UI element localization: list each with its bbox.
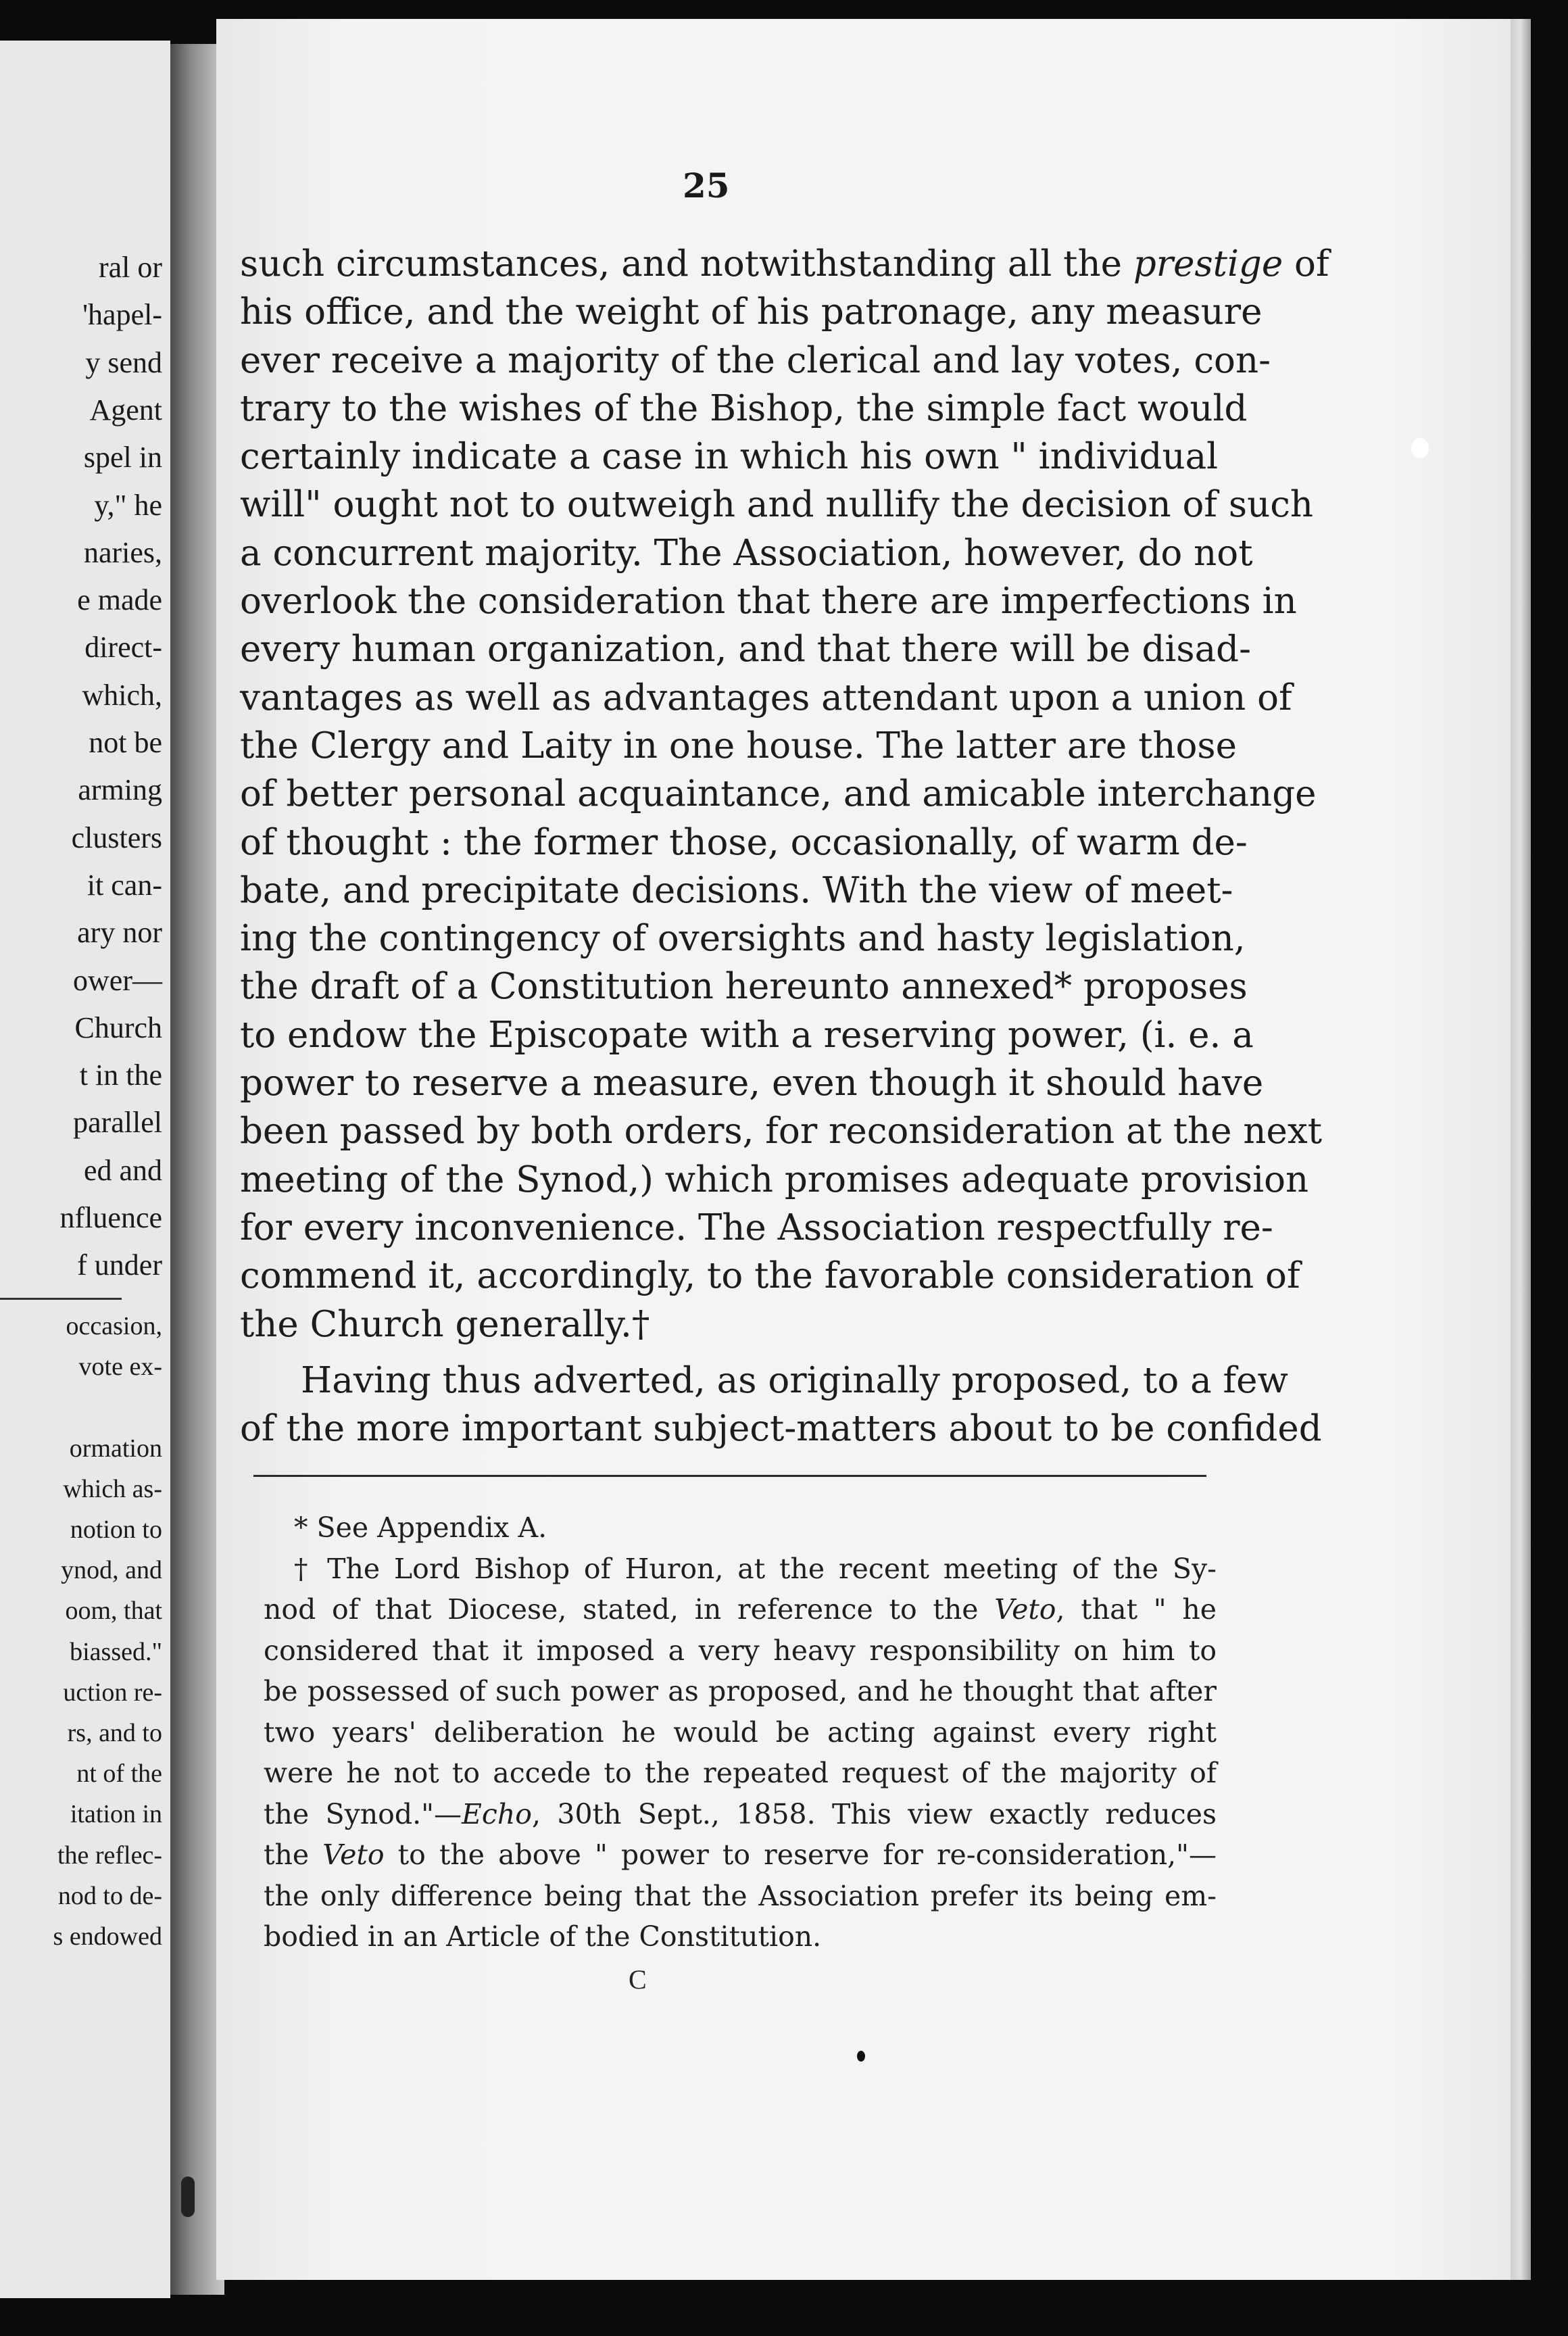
signature-mark: C: [629, 1964, 647, 1995]
page-edge: [1511, 19, 1531, 2280]
facing-page-line: clusters: [71, 821, 162, 854]
facing-page-line: e made: [77, 583, 162, 617]
facing-page-line: arming: [78, 773, 162, 807]
text-line: the Clergy and Laity in one house. The latter are those: [240, 725, 1237, 766]
facing-page-line: t in the: [79, 1058, 162, 1092]
facing-page-line: nfluence: [59, 1201, 162, 1234]
facing-page-footnote-line: ynod, and: [61, 1556, 162, 1585]
facing-page-line: y send: [85, 345, 162, 379]
facing-page-footnote-line: nt of the: [76, 1759, 162, 1788]
facing-page-footnote-line: ormation: [69, 1434, 162, 1463]
text-line: ever receive a majority of the clerical and lay votes, con-: [240, 339, 1271, 381]
text-line: of thought : the former those, occasionally, of warm de-: [240, 821, 1248, 863]
footnote-line: the Synod."—Echo, 30th Sept., 1858. This view exactly reduces: [264, 1797, 1217, 1830]
text-line: power to reserve a measure, even though it should have: [240, 1063, 1264, 1104]
ink-spot: [857, 2051, 865, 2062]
text-line: trary to the wishes of the Bishop, the simple fact would: [240, 387, 1248, 429]
text-line: every human organization, and that there will be disad-: [240, 629, 1252, 671]
text-line: overlook the consideration that there are imperfections in: [240, 581, 1297, 623]
text-line: ing the contingency of oversights and hasty legislation,: [240, 918, 1246, 960]
page-number: 25: [683, 166, 730, 205]
facing-page-line: naries,: [83, 535, 162, 569]
facing-page-footnote-line: which as-: [63, 1474, 162, 1503]
footnote-rule: [253, 1475, 1206, 1477]
text-line: his office, and the weight of his patronage, any measure: [240, 291, 1263, 333]
facing-page-line: ed and: [83, 1153, 162, 1187]
footnote-line: nod of that Diocese, stated, in reference to the Veto, that " he: [264, 1593, 1217, 1626]
footnote-line: be possessed of such power as proposed, and he thought that after: [264, 1675, 1217, 1707]
text-line: bate, and precipitate decisions. With the view of meet-: [240, 869, 1233, 911]
text-line: of better personal acquaintance, and amicable interchange: [240, 773, 1317, 815]
footnotes: [264, 1507, 1217, 1957]
facing-page-line: which,: [82, 678, 162, 712]
text-line: been passed by both orders, for reconsideration at the next: [240, 1111, 1323, 1152]
footnote-line: were he not to accede to the repeated request of the majority of: [264, 1757, 1217, 1789]
facing-page-footnote-line: occasion,: [66, 1312, 162, 1340]
text-line: commend it, accordingly, to the favorable consideration of: [240, 1255, 1300, 1297]
facing-page-footnote-line: nod to de-: [57, 1881, 162, 1910]
text-line: certainly indicate a case in which his own " individual: [240, 436, 1219, 478]
paragraph-start-line: Having thus adverted, as originally proposed, to a few: [301, 1359, 1288, 1401]
facing-page-line: spel in: [83, 441, 162, 474]
facing-page-line: it can-: [87, 868, 162, 902]
text-line: will" ought not to outweigh and nullify the decision of such: [240, 484, 1314, 526]
facing-page-footnote-rule: [0, 1298, 122, 1300]
text-line: a concurrent majority. The Association, however, do not: [240, 532, 1253, 574]
paragraph-end-line: the Church generally.†: [240, 1303, 650, 1345]
facing-page-line: y," he: [94, 488, 162, 522]
facing-page-line: ower—: [73, 963, 162, 997]
text-line: of the more important subject-matters about to be confided: [240, 1408, 1322, 1450]
facing-page-line: Church: [74, 1011, 162, 1044]
text-line: such circumstances, and notwithstanding all the prestige of: [240, 243, 1329, 285]
footnote-line: the only difference being that the Association prefer its being em-: [264, 1879, 1217, 1912]
footnote-appendix: * See Appendix A.: [294, 1511, 547, 1544]
paper-speck: [1411, 438, 1429, 458]
text-line: meeting of the Synod,) which promises adequate provision: [240, 1159, 1309, 1200]
facing-page-line: not be: [89, 726, 162, 759]
facing-page-footnote-line: the reflec-: [57, 1841, 162, 1870]
text-line: the draft of a Constitution hereunto annexed* proposes: [240, 966, 1248, 1008]
facing-page-footnote-line: itation in: [70, 1800, 162, 1829]
footnote-line: the Veto to the above " power to reserve for re-consideration,"—: [264, 1839, 1217, 1871]
facing-page-footnote-line: s endowed: [53, 1922, 162, 1951]
footnote-line: † The Lord Bishop of Huron, at the recent meeting of the Sy-: [294, 1552, 1217, 1585]
text-line: vantages as well as advantages attendant upon a union of: [240, 677, 1292, 719]
facing-page-line: f under: [77, 1248, 162, 1282]
footnote-line: considered that it imposed a very heavy responsibility on him to: [264, 1634, 1217, 1667]
facing-page-footnote-line: rs, and to: [67, 1719, 162, 1747]
text-line: to endow the Episcopate with a reserving power, (i. e. a: [240, 1014, 1254, 1056]
facing-page-line: 'hapel-: [82, 298, 162, 332]
facing-page-footnote-line: biassed.": [70, 1637, 162, 1666]
facing-page-line: ral or: [98, 251, 162, 284]
facing-page-line: Agent: [89, 393, 162, 427]
footnote-line: bodied in an Article of the Constitution.: [264, 1920, 822, 1953]
body-text: [240, 240, 1329, 1453]
facing-page-fragment: [0, 41, 170, 2298]
facing-page-footnote-line: vote ex-: [78, 1353, 162, 1382]
facing-page-line: parallel: [73, 1106, 162, 1140]
facing-page-footnote-line: notion to: [70, 1515, 162, 1544]
facing-page-line: ary nor: [77, 916, 162, 950]
facing-page-line: direct-: [84, 631, 162, 664]
text-line: for every inconvenience. The Association respectfully re-: [240, 1207, 1273, 1248]
footnote-line: two years' deliberation he would be acting against every right: [264, 1716, 1217, 1749]
facing-page-footnote-line: oom, that: [65, 1597, 162, 1626]
gutter-mark: [181, 2176, 195, 2217]
facing-page-footnote-line: uction re-: [63, 1678, 162, 1707]
